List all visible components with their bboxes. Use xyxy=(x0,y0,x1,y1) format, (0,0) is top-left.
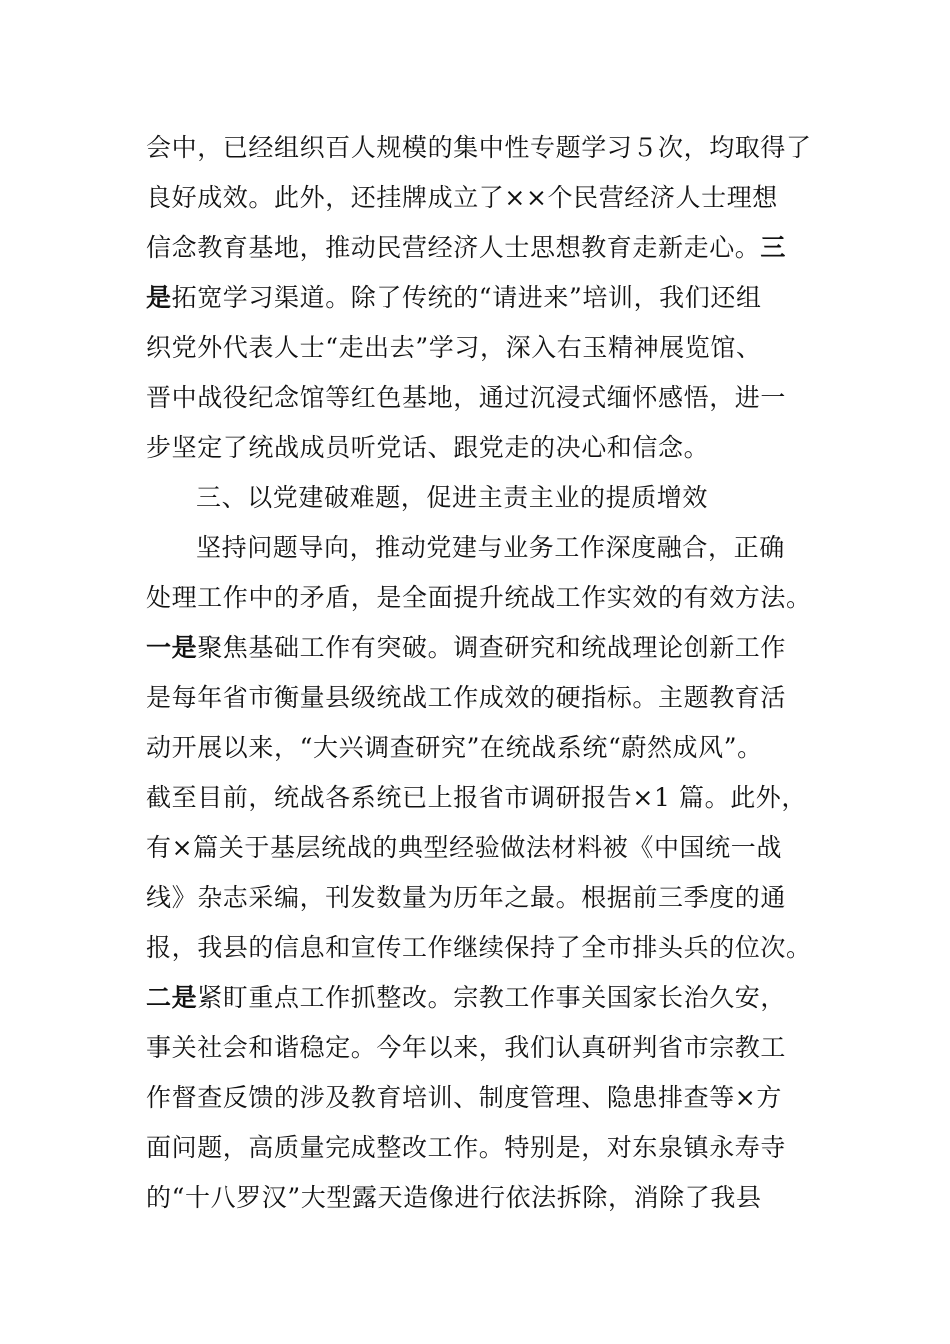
text-run: 信念教育基地，推动民营经济人士思想教育走新走心。 xyxy=(146,233,761,262)
text-run: 聚焦基础工作有突破。调查研究和统战理论创新工作 xyxy=(197,633,787,662)
bold-text-run: 三 xyxy=(760,233,787,262)
text-line xyxy=(146,433,709,463)
text-run: 的“十八罗汉”大型露天造像进行依法拆除，消除了我县 xyxy=(146,1183,762,1212)
text-line xyxy=(146,233,786,263)
text-run: 紧盯重点工作抓整改。宗教工作事关国家长治久安， xyxy=(197,983,787,1012)
text-line xyxy=(146,833,782,863)
text-line xyxy=(146,783,807,813)
text-line xyxy=(146,1183,762,1213)
bold-text-run: 是 xyxy=(146,283,172,312)
text-line xyxy=(146,933,812,963)
text-run: 有×篇关于基层统战的典型经验做法材料被《中国统一战 xyxy=(146,833,782,862)
text-line xyxy=(146,583,812,613)
text-line xyxy=(146,883,786,913)
section-heading xyxy=(196,483,708,513)
text-run: 事关社会和谐稳定。今年以来，我们认真研判省市宗教工 xyxy=(146,1033,787,1062)
text-line xyxy=(146,733,763,763)
text-line xyxy=(146,1133,786,1163)
text-run: 步坚定了统战成员听党话、跟党走的决心和信念。 xyxy=(146,433,710,462)
heading-text: 三、以党建破难题，促进主责主业的提质增效 xyxy=(196,483,709,512)
text-run: 会中，已经组织百人规模的集中性专题学习５次，均取得了 xyxy=(146,133,812,162)
text-line xyxy=(146,333,762,363)
text-run: 拓宽学习渠道。除了传统的“请进来”培训，我们还组 xyxy=(171,283,762,312)
text-line xyxy=(146,1033,786,1063)
bold-text-run: 一是 xyxy=(146,633,198,662)
text-run: 晋中战役纪念馆等红色基地，通过沉浸式缅怀感悟，进一 xyxy=(146,383,787,412)
text-run: 线》杂志采编，刊发数量为历年之最。根据前三季度的通 xyxy=(146,883,787,912)
text-line xyxy=(146,983,786,1013)
bold-text-run: 二是 xyxy=(146,983,198,1012)
text-line xyxy=(146,133,812,163)
text-line xyxy=(196,533,785,563)
text-line xyxy=(146,1083,782,1113)
text-run: 良好成效。此外，还挂牌成立了××个民营经济人士理想 xyxy=(146,183,778,212)
text-line xyxy=(146,183,778,213)
text-line xyxy=(146,283,762,313)
text-run: 截至目前，统战各系统已上报省市调研报告×1 篇。此外， xyxy=(146,783,808,812)
text-run: 作督查反馈的涉及教育培训、制度管理、隐患排查等×方 xyxy=(146,1083,782,1112)
text-line xyxy=(146,383,786,413)
text-run: 是每年省市衡量县级统战工作成效的硬指标。主题教育活 xyxy=(146,683,787,712)
text-run: 报，我县的信息和宣传工作继续保持了全市排头兵的位次。 xyxy=(146,933,812,962)
text-run: 处理工作中的矛盾，是全面提升统战工作实效的有效方法。 xyxy=(146,583,812,612)
text-run: 坚持问题导向，推动党建与业务工作深度融合，正确 xyxy=(196,533,785,562)
text-line xyxy=(146,683,786,713)
text-run: 织党外代表人士“走出去”学习，深入右玉精神展览馆、 xyxy=(146,333,762,362)
text-run: 动开展以来，“大兴调查研究”在统战系统“蔚然成风”。 xyxy=(146,733,763,762)
text-run: 面问题，高质量完成整改工作。特别是，对东泉镇永寿寺 xyxy=(146,1133,787,1162)
text-line xyxy=(146,633,786,663)
